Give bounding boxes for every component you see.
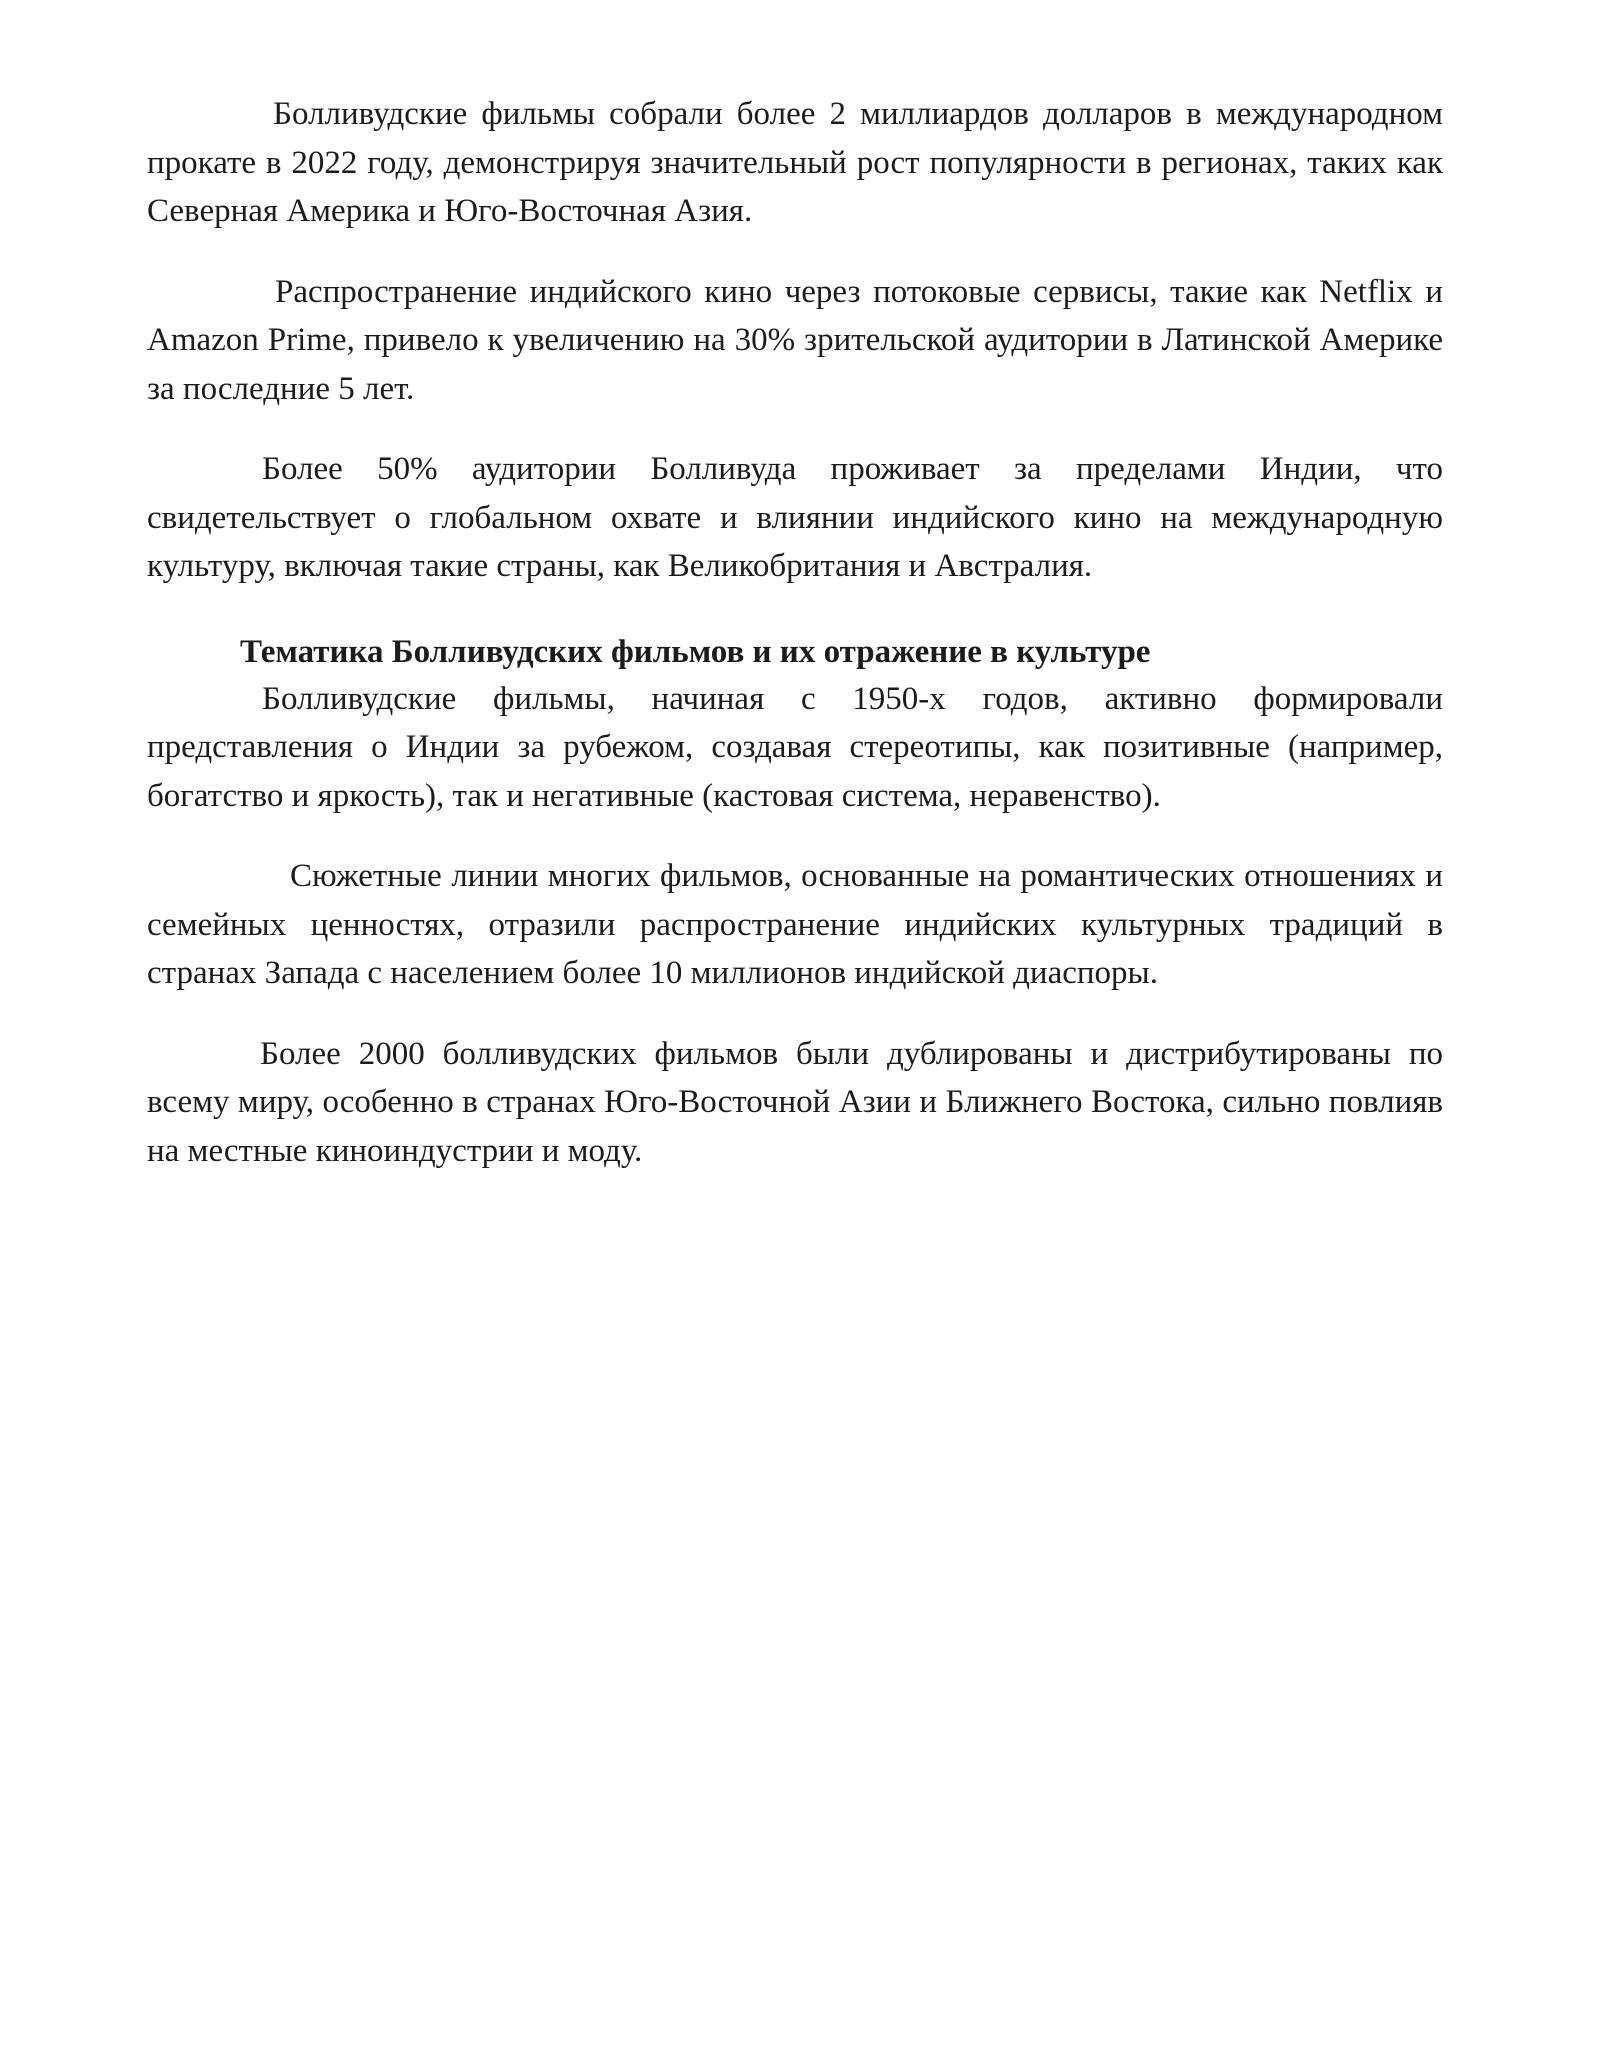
paragraph-dubbing: Более 2000 болливудских фильмов были дублированы и дистрибутированы по всему миру, особенно в странах Юго-Восточной Азии и Ближнего Востока, сильно повлияв на местные киноиндустрии и моду. <box>147 1035 1443 1169</box>
section-heading: Тематика Болливудских фильмов и их отражение в культуре <box>240 633 1151 670</box>
paragraph-streaming: Распространение индийского кино через потоковые сервисы, такие как Netflix и Amazon Prime, привело к увеличению на 30% зрительской аудитории в Латинской Америке за последние 5 лет. <box>147 273 1443 407</box>
paragraph-storylines: Сюжетные линии многих фильмов, основанные на романтических отношениях и семейных ценностях, отразили распространение индийских культурных традиций в странах Запада с населением более 10 миллионов индийской диаспоры. <box>147 858 1443 991</box>
paragraph-box-office: Болливудские фильмы собрали более 2 миллиардов долларов в международном прокате в 2022 году, демонстрируя значительный рост популярности в регионах, таких как Северная Америка и Юго-Восточная Азия. <box>147 96 1443 229</box>
paragraph-stereotypes: Болливудские фильмы, начиная с 1950-х годов, активно формировали представления о Индии за рубежом, создавая стереотипы, как позитивные (например, богатство и яркость), так и негативные (кастовая система, неравенство). <box>147 680 1443 814</box>
paragraph-audience-abroad: Более 50% аудитории Болливуда проживает за пределами Индии, что свидетельствует о глобальном охвате и влиянии индийского кино на международную культуру, включая такие страны, как Великобритания и Австралия. <box>147 451 1443 584</box>
document-body <box>147 90 1443 1175</box>
